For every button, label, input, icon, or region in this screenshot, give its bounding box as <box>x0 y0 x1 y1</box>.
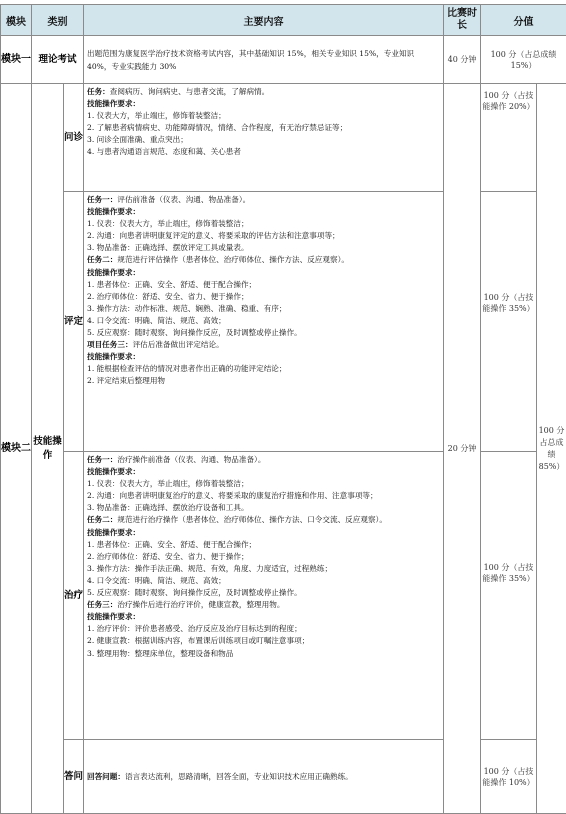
content-line-text: 4. 与患者沟通语言规范、态度和蔼、关心患者 <box>87 147 241 157</box>
module2-total-score: 100 分 占总成绩 85%） <box>537 84 566 814</box>
content-line-text: 3. 物品准备：正确选择、摆放评定工具或量表。 <box>87 243 249 253</box>
content-line-text: 2. 沟通：向患者讲明康复治疗的意义、将要采取的康复治疗措施和作用、注意事项等； <box>87 491 378 501</box>
content-line <box>87 122 440 134</box>
content-line <box>87 242 440 254</box>
sub-qa-score: 100 分（占技能操作 10%） <box>481 740 537 814</box>
content-line-lead: 技能操作要求： <box>87 612 141 622</box>
content-line-text: 1. 能根据检查评估的情况对患者作出正确的功能评定结论； <box>87 364 287 374</box>
content-line-text: 1. 治疗评价：评价患者感受、治疗反应及治疗目标达到的程度； <box>87 624 302 634</box>
content-line <box>87 86 440 98</box>
content-line <box>87 327 440 339</box>
sub-inquiry-score: 100 分（占技能操作 20%） <box>481 84 537 192</box>
content-line-lead: 任务一： <box>87 195 118 204</box>
content-line-text: 3. 操作方法：动作标准、规范、娴熟、准确、稳重、有序； <box>87 303 287 313</box>
content-line-text: 2. 了解患者病情病史、功能障碍情况，情绪、合作程度，有无治疗禁忌证等； <box>87 123 348 133</box>
content-line-lead: 技能操作要求： <box>87 267 141 277</box>
sub-treatment-content <box>84 452 444 740</box>
content-line <box>87 291 440 303</box>
sub-assessment-content <box>84 192 444 452</box>
content-line-text: 3. 物品准备：正确选择、摆放治疗设备和工具。 <box>87 503 249 513</box>
content-line-text: 治疗操作后进行治疗评价，健康宣教，整理用物。 <box>117 600 285 610</box>
module1-category: 理论考试 <box>32 36 84 84</box>
content-line-text: 1. 患者体位：正确、安全、舒适、便于配合操作； <box>87 279 257 289</box>
content-line-text: 规范进行治疗操作（患者体位、治疗师体位、操作方法、口令交流、反应观察）。 <box>117 515 387 525</box>
content-line-text: 评估前准备（仪表、沟通、物品准备）。 <box>117 195 251 204</box>
header-row <box>1 5 566 36</box>
content-line-text: 语言表达流利，思路清晰，回答全面，专业知识技术应用正确熟练。 <box>124 772 353 781</box>
content-line <box>87 254 440 266</box>
module1-content: 出题范围为康复医学治疗技术资格考试内容，其中基础知识 15%，相关专业知识 15%，专业知识 40%，专业实践能力 30% <box>84 36 444 84</box>
content-line <box>87 351 440 363</box>
content-line <box>87 98 440 110</box>
content-line-text: 2. 治疗师体位：舒适、安全、省力、便于操作； <box>87 551 249 561</box>
content-line-text: 3. 问诊全面准确、重点突出； <box>87 135 188 145</box>
content-line <box>87 563 440 575</box>
content-line-lead: 任务一： <box>87 455 118 464</box>
module1-duration: 40 分钟 <box>444 36 481 84</box>
content-line-text: 评估后准备做出评定结论。 <box>132 340 224 350</box>
content-line <box>87 623 440 635</box>
module2-row-assessment <box>1 192 566 452</box>
content-line <box>87 527 440 539</box>
content-line <box>87 648 440 660</box>
content-line-text: 1. 仪表：仪表大方，举止端庄，修饰着装整洁； <box>87 479 249 489</box>
content-line <box>87 230 440 242</box>
content-line <box>87 611 440 623</box>
content-line <box>87 587 440 599</box>
content-line-lead: 技能操作要求： <box>87 467 141 477</box>
content-line <box>87 635 440 647</box>
module1-row <box>1 36 566 84</box>
module2-duration: 20 分钟 <box>444 84 481 814</box>
content-line-text: 2. 健康宣教：根据训练内容，布置课后训练项目或叮嘱注意事项； <box>87 636 310 646</box>
content-line-lead: 技能操作要求： <box>87 352 141 362</box>
content-line-text: 5. 反应观察：随时观察、询问操作反应，及时调整或停止操作。 <box>87 588 302 598</box>
content-line <box>87 539 440 551</box>
content-line <box>87 303 440 315</box>
content-line <box>87 575 440 587</box>
content-line <box>87 514 440 526</box>
content-line-text: 1. 仪表大方，举止端庄，修饰着装整洁； <box>87 111 226 121</box>
content-line <box>87 134 440 146</box>
content-line <box>87 375 440 387</box>
content-line-lead: 任务二： <box>87 515 118 525</box>
header-score: 分值 <box>481 5 566 36</box>
module1-name: 模块一 <box>1 36 32 84</box>
module1-score: 100 分（占总成绩 15%） <box>481 36 566 84</box>
content-line <box>87 502 440 514</box>
content-line <box>87 110 440 122</box>
content-line-text: 4. 口令交流：明确、简洁、规范、高效； <box>87 315 226 325</box>
module2-row-inquiry <box>1 84 566 192</box>
content-line-text: 规范进行评估操作（患者体位、治疗师体位、操作方法、反应观察）。 <box>117 255 349 265</box>
content-line-text: 4. 口令交流：明确、简洁、规范、高效； <box>87 575 226 585</box>
module2-row-qa <box>1 740 566 814</box>
sub-treatment-label: 治疗 <box>64 452 84 740</box>
content-line <box>87 551 440 563</box>
content-line <box>87 363 440 375</box>
content-line <box>87 315 440 327</box>
sub-treatment-score: 100 分（占技能操作 35%） <box>481 452 537 740</box>
content-line-text: 2. 治疗师体位：舒适、安全、省力、便于操作； <box>87 291 249 301</box>
content-line-lead: 任务： <box>87 87 110 96</box>
content-line-lead: 技能操作要求： <box>87 207 141 217</box>
sub-qa-content <box>84 740 444 814</box>
header-duration: 比赛时长 <box>444 5 481 36</box>
content-line-lead: 任务三： <box>87 600 118 610</box>
content-line-text: 3. 整理用物：整理床单位，整理设备和物品 <box>87 648 234 658</box>
content-line-text: 5. 反应观察：随时观察、询问操作反应，及时调整或停止操作。 <box>87 328 302 338</box>
module2-row-treatment <box>1 452 566 740</box>
content-line-text: 3. 操作方法：操作手法正确、规范、有效，角度、力度适宜，过程熟练； <box>87 563 333 573</box>
module2-category: 技能操作 <box>32 84 64 814</box>
content-line-lead: 项目任务三： <box>87 340 133 350</box>
content-line-lead: 回答问题： <box>87 772 125 781</box>
content-line-lead: 技能操作要求： <box>87 527 141 537</box>
content-line <box>87 454 440 466</box>
content-line <box>87 339 440 351</box>
content-line-lead: 任务二： <box>87 255 118 265</box>
sub-assessment-score: 100 分（占技能操作 35%） <box>481 192 537 452</box>
content-line <box>87 478 440 490</box>
sub-assessment-label: 评定 <box>64 192 84 452</box>
content-line <box>87 194 440 206</box>
sub-qa-label: 答问 <box>64 740 84 814</box>
content-line-lead: 技能操作要求： <box>87 99 141 109</box>
sub-inquiry-label: 问诊 <box>64 84 84 192</box>
content-line <box>87 206 440 218</box>
content-line <box>87 490 440 502</box>
content-line-text: 查阅病历、询问病史、与患者交流，了解病情。 <box>109 87 270 96</box>
content-line-text: 2. 评定结束后整理用物 <box>87 376 166 386</box>
header-content: 主要内容 <box>84 5 444 36</box>
content-line-text: 2. 沟通：向患者讲明康复评定的意义、将要采取的评估方法和注意事项等； <box>87 231 340 241</box>
header-module: 模块 <box>1 5 32 36</box>
content-line <box>87 146 440 158</box>
content-line-text: 治疗操作前准备（仪表、沟通、物品准备）。 <box>117 455 266 464</box>
content-line-text: 1. 患者体位：正确、安全、舒适、便于配合操作； <box>87 539 257 549</box>
content-line <box>87 267 440 279</box>
module2-name: 模块二 <box>1 84 32 814</box>
content-line <box>87 279 440 291</box>
competition-table <box>0 4 566 814</box>
content-line <box>87 466 440 478</box>
content-line <box>87 770 440 783</box>
content-line <box>87 218 440 230</box>
sub-inquiry-content <box>84 84 444 192</box>
header-category: 类别 <box>32 5 84 36</box>
content-line-text: 1. 仪表：仪表大方，举止端庄，修饰着装整洁； <box>87 219 249 229</box>
content-line <box>87 599 440 611</box>
